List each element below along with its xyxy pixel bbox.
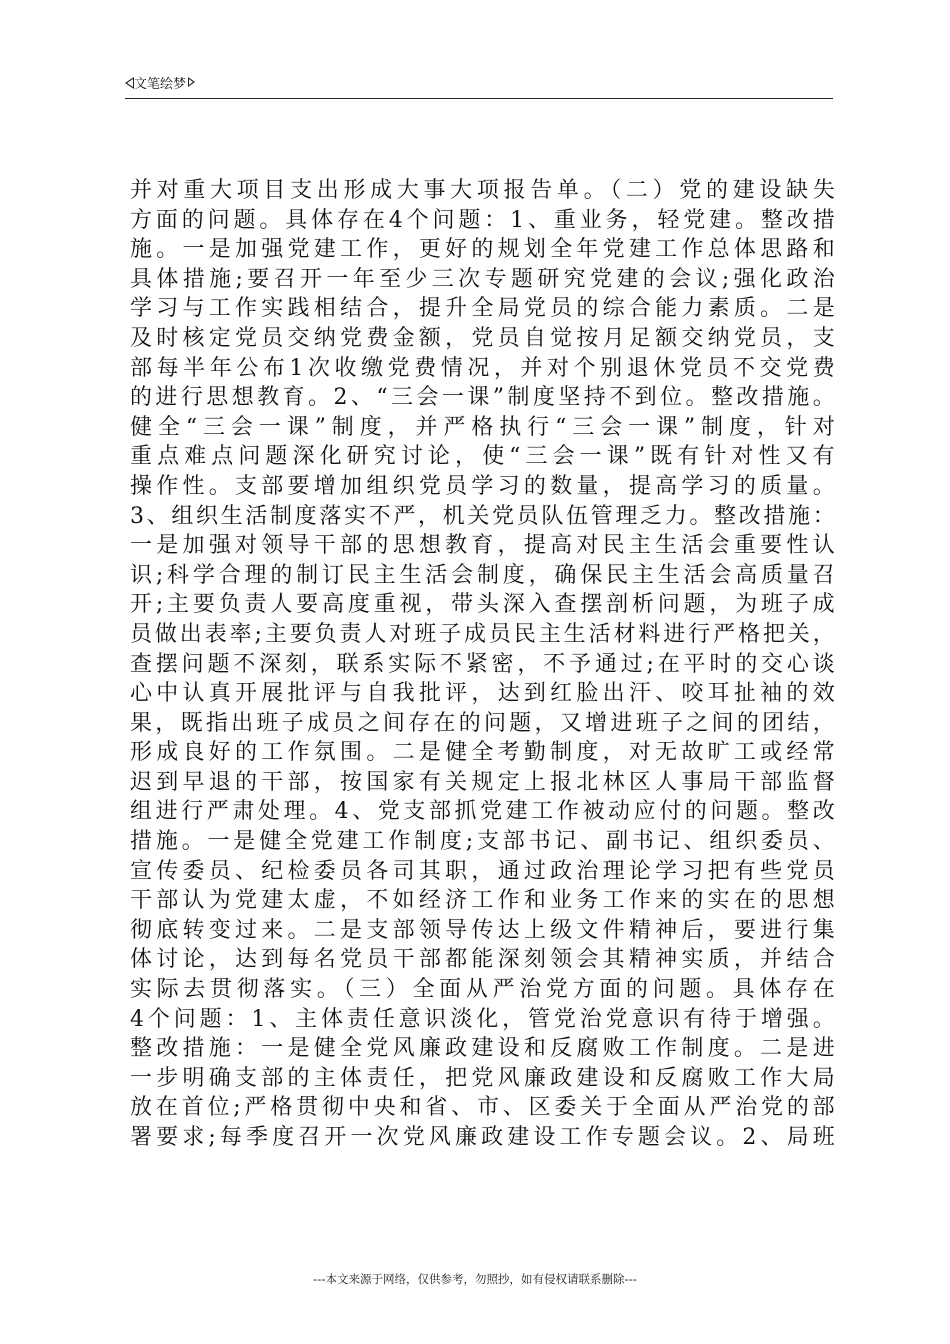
triangle-left-icon [125,77,134,89]
text-line: 操作性。支部要增加组织党员学习的数量，提高学习的质量。 [130,473,835,499]
text-line: 及时核定党员交纳党费金额，党员自觉按月足额交纳党员，支 [130,325,835,351]
text-line: 部每半年公布1次收缴党费情况，并对个别退休党员不交党费 [130,355,835,381]
document-body [130,176,835,1153]
text-line: 重点难点问题深化研究讨论，使“三会一课”既有针对性又有 [130,444,835,470]
triangle-right-icon [188,77,195,87]
text-line: 查摆问题不深刻，联系实际不紧密，不予通过;在平时的交心谈 [130,651,835,677]
text-line: 干部认为党建太虚，不如经济工作和业务工作来的实在的思想 [130,888,835,914]
header-title: 文笔绘梦 [134,77,187,92]
text-line: 整改措施：一是健全党风廉政建设和反腐败工作制度。二是进 [130,1036,835,1062]
text-line: 3、组织生活制度落实不严，机关党员队伍管理乏力。整改措施： [130,503,835,529]
text-line: 开;主要负责人要高度重视，带头深入查摆剖析问题，为班子成 [130,592,835,618]
text-line: 一是加强对领导干部的思想教育，提高对民主生活会重要性认 [130,533,835,559]
text-line: 方面的问题。具体存在4个问题：1、重业务，轻党建。整改措 [130,207,835,233]
text-line: 4个问题：1、主体责任意识淡化，管党治党意识有待于增强。 [130,1006,835,1032]
text-line: 署要求;每季度召开一次党风廉政建设工作专题会议。2、局班 [130,1125,835,1150]
text-line: 具体措施;要召开一年至少三次专题研究党建的会议;强化政治 [130,266,835,292]
text-line: 员做出表率;主要负责人对班子成员民主生活材料进行严格把关， [130,621,835,647]
text-line: 并对重大项目支出形成大事大项报告单。（二）党的建设缺失 [130,178,835,203]
text-line: 措施。一是健全党建工作制度;支部书记、副书记、组织委员、 [130,829,835,855]
text-line: 果，既指出班子成员之间存在的问题，又增进班子之间的团结， [130,710,835,736]
page-footer: ---本文来源于网络，仅供参考，勿照抄，如有侵权请联系删除--- [313,1272,637,1286]
text-line: 一步明确支部的主体责任，把党风廉政建设和反腐败工作大局 [130,1065,835,1091]
text-line: 形成良好的工作氛围。二是健全考勤制度，对无故旷工或经常 [130,740,835,766]
text-line: 组进行严肃处理。4、党支部抓党建工作被动应付的问题。整改 [130,799,835,825]
text-line: 心中认真开展批评与自我批评，达到红脸出汗、咬耳扯袖的效 [130,681,835,707]
text-line: 学习与工作实践相结合，提升全局党员的综合能力素质。二是 [130,296,835,322]
text-line: 放在首位;严格贯彻中央和省、市、区委关于全面从严治党的部 [130,1095,835,1121]
text-line: 健全“三会一课”制度，并严格执行“三会一课”制度，针对 [130,414,835,440]
text-line: 的进行思想教育。2、“三会一课”制度坚持不到位。整改措施。 [130,385,835,411]
text-line: 彻底转变过来。二是支部领导传达上级文件精神后，要进行集 [130,917,835,943]
text-line: 体讨论，达到每名党员干部都能深刻领会其精神实质，并结合 [130,947,835,973]
text-line: 实际去贯彻落实。（三）全面从严治党方面的问题。具体存在 [130,977,835,1003]
page-header [125,74,833,99]
text-line: 识;科学合理的制订民主生活会制度，确保民主生活会高质量召 [130,562,835,588]
text-line: 宣传委员、纪检委员各司其职，通过政治理论学习把有些党员 [130,858,835,884]
text-line: 施。一是加强党建工作，更好的规划全年党建工作总体思路和 [130,237,835,263]
text-line: 迟到早退的干部，按国家有关规定上报北林区人事局干部监督 [130,769,835,795]
